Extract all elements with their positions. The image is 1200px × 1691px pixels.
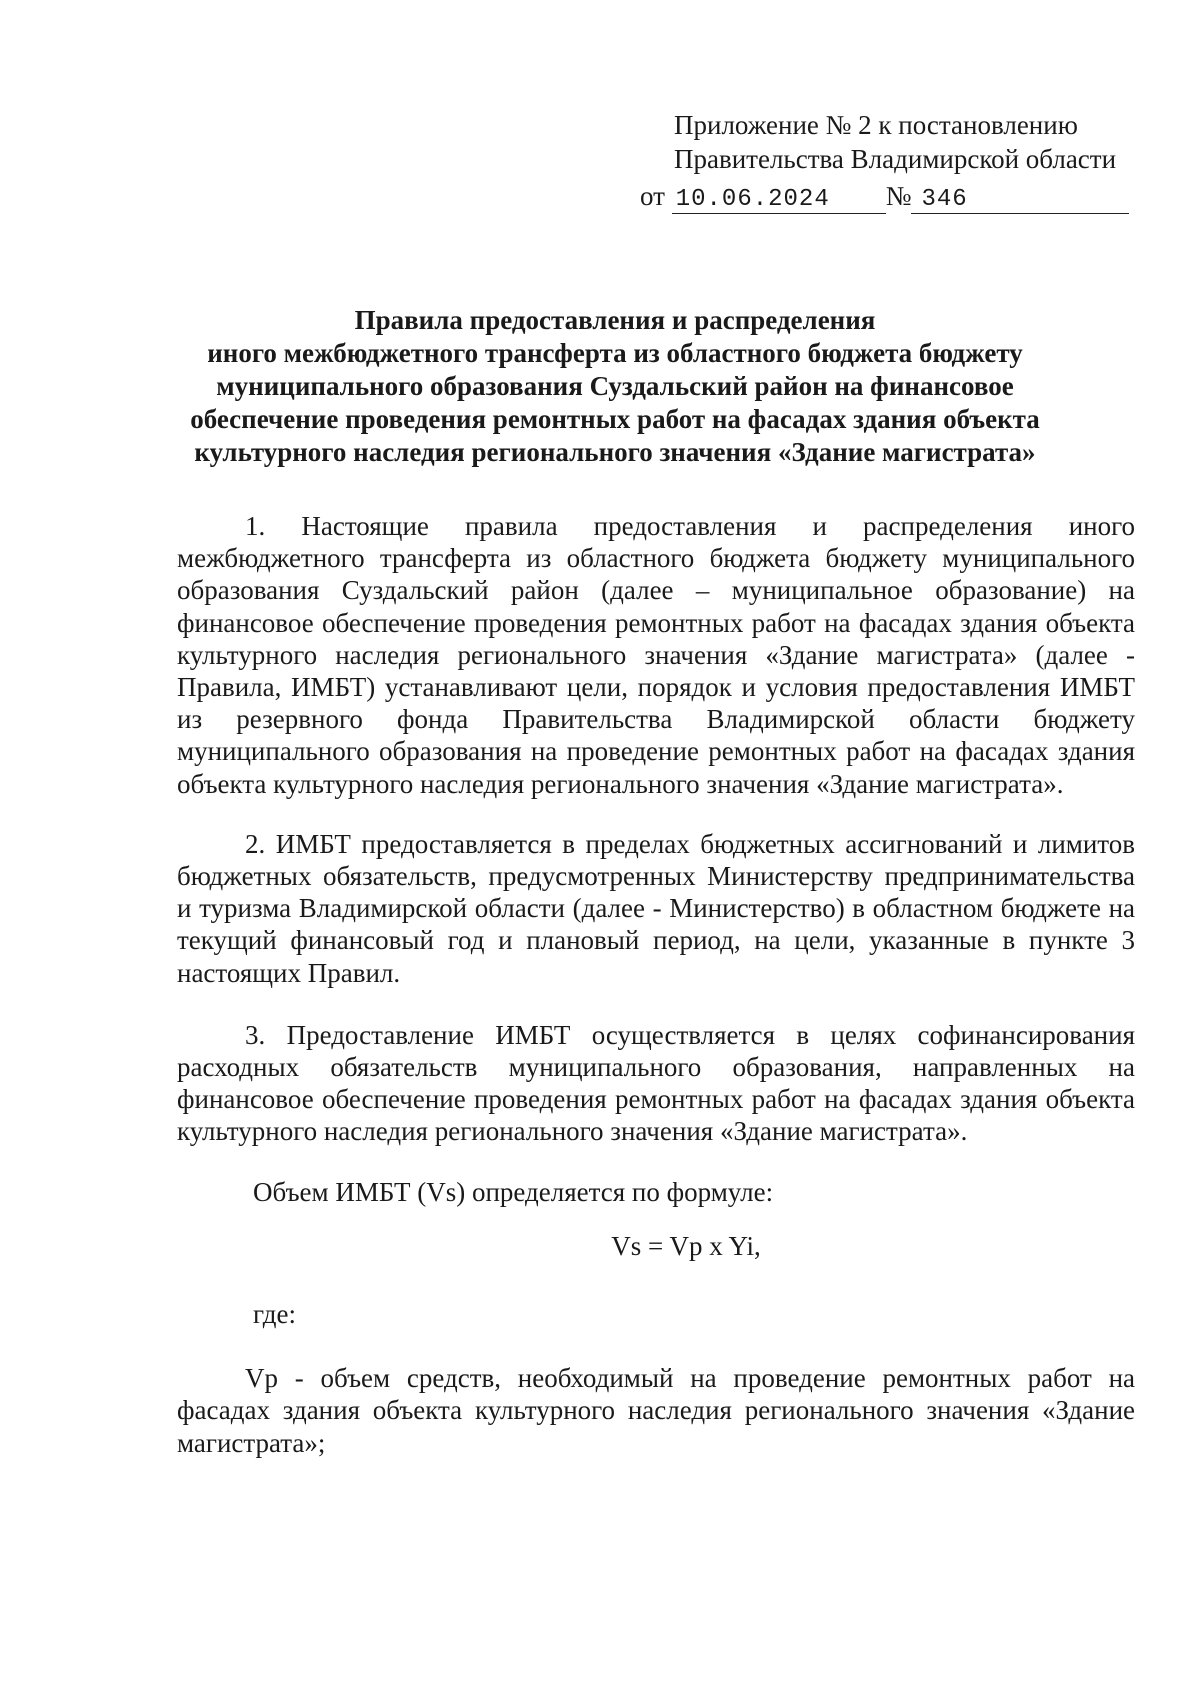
paragraph-3: 3. Предоставление ИМБТ осуществляется в целях софинансирования расходных обязательств муниципального образования, направленных на финансовое обеспечение проведения ремонтных работ на фасадах здания объекта культурного наследия регионального значения «Здание магистрата». [177,1019,1135,1147]
title-line: Правила предоставления и распределения [354,305,876,335]
paragraph-2: 2. ИМБТ предоставляется в пределах бюджетных ассигнований и лимитов бюджетных обязательств, предусмотренных Министерству предпринимательства и туризма Владимирской области (далее - Министерство) в областном бюджете на текущий финансовый год и плановый период, на цели, указанные в пункте 3 настоящих Правил. [177,828,1135,988]
definition-vp: Vp - объем средств, необходимый на проведение ремонтных работ на фасадах здания объекта культурного наследия регионального значения «Здание магистрата»; [177,1363,1135,1458]
formula-intro: Объем ИМБТ (Vs) определяется по формуле: [253,1176,774,1207]
formula: Vs = Vp x Yi, [611,1230,761,1261]
title-line: обеспечение проведения ремонтных работ на фасадах здания объекта [190,404,1040,434]
paragraph-1: 1. Настоящие правила предоставления и распределения иного межбюджетного трансферта из областного бюджета бюджету муниципального образования Суздальский район (далее – муниципальное образование) на финансовое обеспечение проведения ремонтных работ на фасадах здания объекта культурного наследия регионального значения «Здание магистрата» (далее - Правила, ИМБТ) устанавливают цели, порядок и условия предоставления ИМБТ из резервного фонда Правительства Владимирской области бюджету муниципального образования на проведение ремонтных работ на фасадах здания объекта культурного наследия регионального значения «Здание магистрата». [177,511,1135,799]
appendix-header [640,108,1134,213]
appendix-line-2: Правительства Владимирской области [674,144,1117,174]
title-line: иного межбюджетного трансферта из областного бюджета бюджету [207,338,1023,368]
number-label: № [885,181,912,211]
title-line: культурного наследия регионального значения «Здание магистрата» [194,437,1036,467]
title-line: муниципального образования Суздальский район на финансовое [216,371,1014,401]
from-label: от [640,181,665,211]
document-date: 10.06.2024 [672,187,886,214]
document-title [150,304,1080,469]
appendix-date-line [640,179,1129,214]
appendix-line-1: Приложение № 2 к постановлению [674,110,1078,140]
where-label: где: [253,1299,296,1330]
document-number: 346 [911,187,1129,214]
document-body [177,510,1135,1487]
